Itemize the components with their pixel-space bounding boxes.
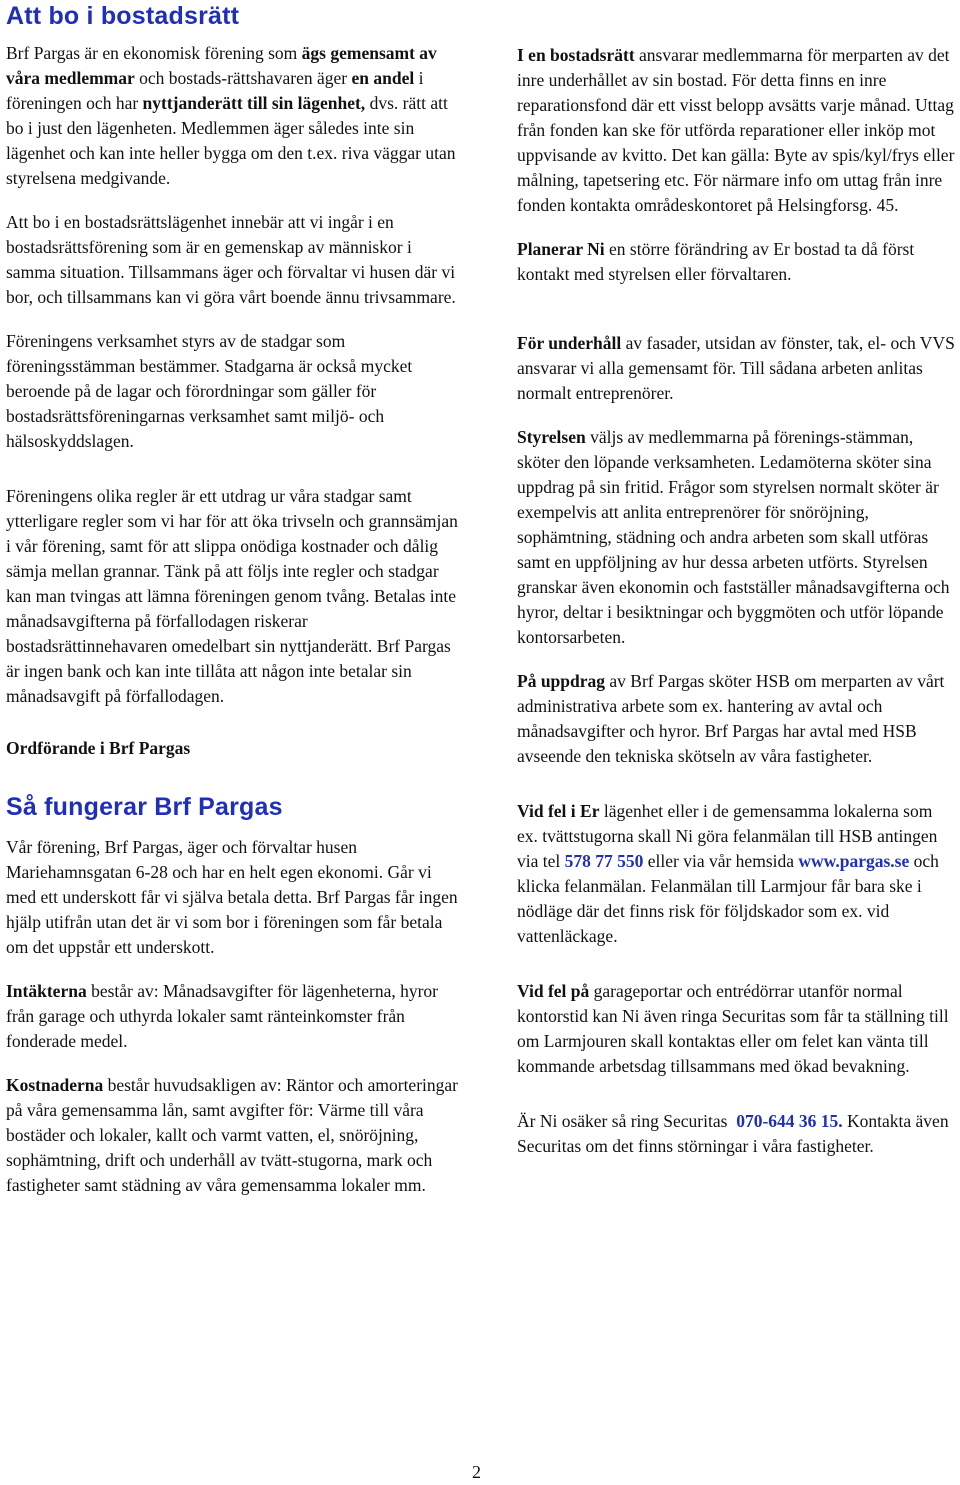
website-link[interactable]: www.pargas.se: [798, 851, 910, 871]
exterior-maintenance-paragraph: För underhåll av fasader, utsidan av fönster, tak, el- och VVS ansvarar vi alla gemensamt för. Till sådana arbeten anlitas normalt entreprenörer.: [517, 333, 955, 403]
hsb-paragraph: På uppdrag av Brf Pargas sköter HSB om merparten av vårt administrativa arbete som ex. hantering av avtal och månadsavgifter och hyror. Brf Pargas har avtal med HSB avseende den tekniska skötseln av våra fastigheter.: [517, 671, 945, 766]
costs-paragraph: Kostnaderna består huvudsakligen av: Räntor och amorteringar på våra gemensamma lån, samt avgifter för: Värme till våra bostäder och lokaler, kallt och varmt vatten, el, snöröjning, sophämtning, drift och underhåll av tvätt-stugorna, mark och fastigheter samt städning av våra gemensamma lokaler mm.: [6, 1075, 458, 1195]
section-heading: Så fungerar Brf Pargas: [6, 793, 283, 821]
spacer: [517, 218, 957, 237]
fault-report-paragraph: Vid fel i Er lägenhet eller i de gemensamma lokalerna som ex. tvättstugorna skall Ni göra felanmälan till HSB antingen via tel 578 77 550 eller via vår hemsida www.pargas.se och klicka felanmälan. Felanmälan till Larmjour får bara ske i nödläge där det finns risk för följdskador som ex. vid vattenläckage.: [517, 801, 939, 946]
renovation-paragraph: Planerar Ni en större förändring av Er bostad ta då först kontakt med styrelsen eller förvaltaren.: [517, 239, 915, 284]
securitas-phone-link[interactable]: 070-644 36 15.: [736, 1111, 843, 1131]
intro-paragraph: Brf Pargas är en ekonomisk förening som ägs gemensamt av våra medlemmar och bostads-rättshavaren äger en andel i föreningen och har nyttjanderätt till sin lägenhet, dvs. rätt att bo i just den lägenheten. Medlemmen äger således inte sin lägenhet och kan inte heller bygga om den t.ex. riva väggar utan styrelsena medgivande.: [6, 43, 456, 188]
living-paragraph: Att bo i en bostadsrättslägenhet innebär att vi ingår i en bostadsrättsförening som är en gemenskap av människor i samma situation. Tillsammans äger och förvaltar vi husen där vi bor, och tillsammans kan vi göra vårt boende ännu trivsammare.: [6, 212, 456, 307]
left-column: [6, 41, 458, 1198]
spacer: [517, 949, 957, 979]
rules-paragraph: Föreningens olika regler är ett utdrag ur våra stadgar samt ytterligare regler som vi har för att öka trivseln och grannsämjan i vår förening, samt för att slippa onödiga kostnader och dålig sämja mellan grannar. Tänk på att följs inte regler och stadgar kan man tvingas att lämna föreningen genom tvång. Betalas inte månadsavgifterna på förfallodagen riskerar bostadsrättinnehavaren omedelbart sin nyttjanderätt. Brf Pargas är ingen bank och kan inte tillåta att någon inte betalar sin månadsavgift på förfallodagen.: [6, 486, 458, 706]
statutes-paragraph: Föreningens verksamhet styrs av de stadgar som föreningsstämman bestämmer. Stadgarna är också mycket beroende på de lagar och förordningar som gäller för bostadsrättsföreningarnas verksamhet samt miljö- och hälsoskyddslagen.: [6, 331, 413, 451]
spacer: [517, 1079, 957, 1109]
board-paragraph: Styrelsen väljs av medlemmarna på förenings-stämman, sköter den löpande verksamheten. Ledamöterna sköter sina uppdrag på sin fritid. Frågor som styrelsen normalt sköter är exempelvis att anlita entreprenörer för snöröjning, sophämtning, städning och andra arbeten som skall utföras samt en uppföljning av hur dessa arbeten utförts. Styrelsen granskar även ekonomin och fastställer månadsavgifterna och hyror, deltar i besiktningar och byggmöten och utför löpande kontorsarbeten.: [517, 427, 950, 647]
spacer: [517, 769, 957, 799]
chairman-signature: Ordförande i Brf Pargas: [6, 738, 191, 758]
spacer: [6, 1054, 458, 1073]
spacer: [517, 287, 957, 331]
spacer: [517, 650, 957, 669]
securitas-contact-paragraph: Är Ni osäker så ring Securitas 070-644 36 15. Kontakta även Securitas om det finns störningar i våra fastigheter.: [517, 1111, 949, 1156]
page-number: 2: [472, 1462, 481, 1482]
securitas-paragraph: Vid fel på garageportar och entrédörrar utanför normal kontorstid kan Ni även ringa Securitas som får ta ställning till om Larmjouren skall kontaktas eller om felet kan vänta till kommande arbetsdag tillsammans med ökad bevakning.: [517, 981, 949, 1076]
hsb-phone-link[interactable]: 578 77 550: [564, 851, 644, 871]
spacer: [6, 310, 458, 329]
spacer: [6, 454, 458, 484]
spacer: [517, 406, 957, 425]
right-column: [517, 43, 957, 1159]
page-heading: Att bo i bostadsrätt: [6, 2, 240, 30]
maintenance-fund-paragraph: I en bostadsrätt ansvarar medlemmarna för merparten av det inre underhållet av sin bostad. För detta finns en inre reparationsfond där ett visst belopp avsätts varje månad. Uttag från fonden kan ske för utförda reparationer eller inköp mot uppvisande av kvitto. Det kan gälla: Byte av spis/kyl/frys eller målning, tapetsering etc. För närmare info om uttag från inre fonden kontakta områdeskontoret på Helsingforsg. 45.: [517, 45, 955, 215]
spacer: [6, 960, 458, 979]
economy-paragraph: Vår förening, Brf Pargas, äger och förvaltar husen Mariehamnsgatan 6-28 och har en helt egen ekonomi. Går vi med ett underskott får vi själva betala detta. Brf Pargas får ingen hjälp utifrån utan det är vi som bor i föreningen som får betala om det uppstår ett underskott.: [6, 837, 458, 957]
spacer: [6, 191, 458, 210]
income-paragraph: Intäkterna består av: Månadsavgifter för lägenheterna, hyror från garage och uthyrda lokaler samt ränteinkomster från fonderade medel.: [6, 981, 439, 1051]
